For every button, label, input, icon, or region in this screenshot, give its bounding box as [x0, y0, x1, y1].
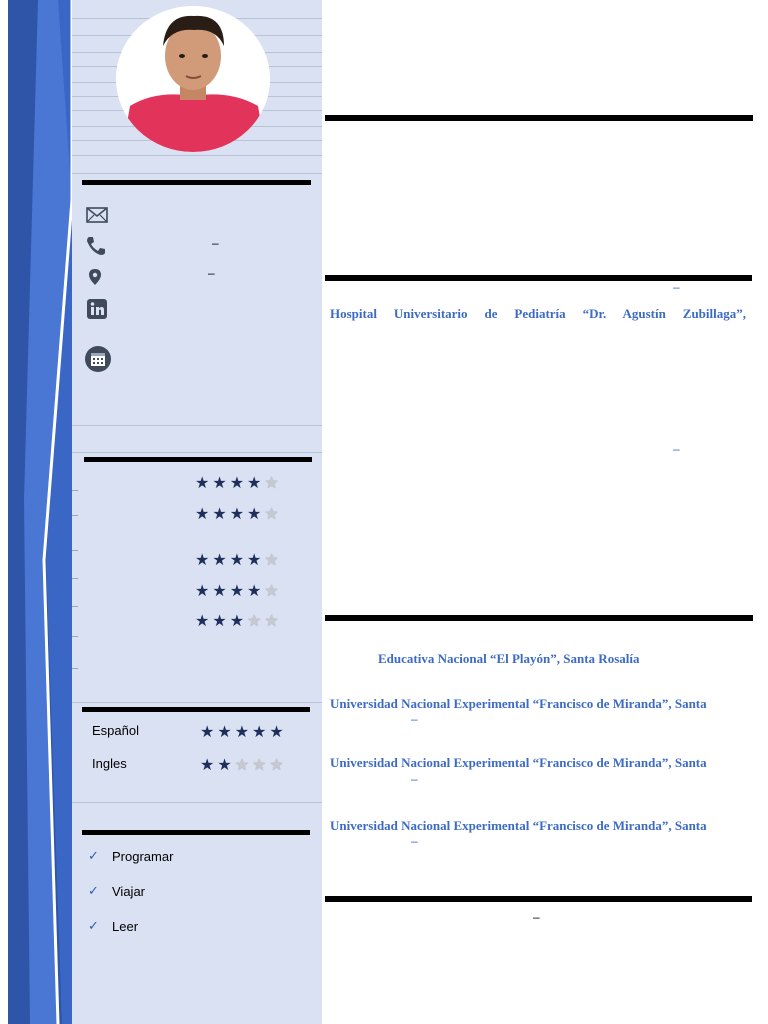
star-filled-icon: ★ — [229, 613, 245, 630]
star-filled-icon: ★ — [200, 724, 215, 741]
star-empty-icon: ★ — [234, 757, 250, 774]
star-filled-icon: ★ — [229, 583, 245, 600]
star-empty-icon: ★ — [264, 583, 279, 600]
star-filled-icon: ★ — [229, 475, 245, 492]
check-icon: ✓ — [88, 848, 99, 863]
hobby-item: Viajar — [112, 884, 146, 899]
star-filled-icon: ★ — [252, 724, 267, 741]
star-empty-icon: ★ — [269, 757, 284, 774]
star-empty-icon: ★ — [264, 506, 279, 523]
hobbies-section-divider — [82, 830, 310, 835]
education-dash: – — [411, 772, 418, 786]
star-filled-icon: ★ — [247, 583, 262, 600]
star-filled-icon: ★ — [212, 475, 227, 492]
final-dash: – — [533, 910, 540, 924]
education-institution: Educativa Nacional “El Playón”, Santa Rosalía — [378, 651, 640, 666]
experience-section-divider — [325, 275, 752, 281]
profile-photo — [116, 6, 270, 152]
hobby-item: Programar — [112, 849, 174, 864]
star-filled-icon: ★ — [217, 757, 232, 774]
star-filled-icon: ★ — [195, 506, 210, 523]
star-filled-icon: ★ — [247, 475, 262, 492]
star-empty-icon: ★ — [247, 613, 262, 630]
star-filled-icon: ★ — [200, 757, 215, 774]
star-filled-icon: ★ — [195, 475, 210, 492]
experience-dash: – — [673, 280, 680, 294]
hobby-item: Leer — [112, 919, 139, 934]
star-filled-icon: ★ — [195, 583, 210, 600]
star-empty-icon: ★ — [264, 475, 279, 492]
experience-employer: Hospital Universitario de Pediatría “Dr. Agustín Zubillaga”, — [330, 306, 746, 321]
skill-rating — [195, 584, 279, 600]
left-ribbon-decoration — [0, 0, 80, 1024]
star-filled-icon: ★ — [229, 552, 245, 569]
mail-icon — [86, 206, 108, 228]
star-filled-icon: ★ — [212, 613, 227, 630]
education-section-divider — [325, 615, 753, 621]
education-dash: – — [411, 834, 418, 848]
star-filled-icon: ★ — [229, 506, 245, 523]
language-label: Español — [92, 723, 139, 738]
skill-rating — [195, 476, 279, 492]
calendar-icon — [84, 345, 112, 373]
star-filled-icon: ★ — [247, 552, 262, 569]
check-icon: ✓ — [88, 883, 99, 898]
star-filled-icon: ★ — [234, 724, 250, 741]
education-dash: – — [411, 712, 418, 726]
education-institution: Universidad Nacional Experimental “Francisco de Miranda”, Santa — [330, 696, 707, 711]
linkedin-icon[interactable] — [87, 299, 109, 321]
star-filled-icon: ★ — [217, 724, 232, 741]
skill-rating — [195, 553, 279, 569]
phone-dash: – — [212, 236, 219, 250]
final-section-divider — [325, 896, 752, 902]
location-dash: – — [208, 266, 215, 280]
star-filled-icon: ★ — [269, 724, 284, 741]
language-rating — [200, 725, 284, 741]
star-filled-icon: ★ — [212, 506, 227, 523]
language-label: Ingles — [92, 756, 127, 771]
star-filled-icon: ★ — [195, 613, 210, 630]
star-empty-icon: ★ — [252, 757, 267, 774]
profile-section-divider — [325, 115, 753, 121]
skills-section-divider — [84, 457, 312, 462]
star-filled-icon: ★ — [212, 583, 227, 600]
star-filled-icon: ★ — [195, 552, 210, 569]
experience-dash: – — [673, 442, 680, 456]
languages-section-divider — [82, 707, 310, 712]
check-icon: ✓ — [88, 918, 99, 933]
skill-rating — [195, 614, 279, 630]
star-empty-icon: ★ — [264, 552, 279, 569]
education-institution: Universidad Nacional Experimental “Francisco de Miranda”, Santa — [330, 755, 707, 770]
star-empty-icon: ★ — [264, 613, 279, 630]
star-filled-icon: ★ — [212, 552, 227, 569]
education-institution: Universidad Nacional Experimental “Francisco de Miranda”, Santa — [330, 818, 707, 833]
star-filled-icon: ★ — [247, 506, 262, 523]
skill-rating — [195, 507, 279, 523]
phone-icon — [86, 236, 108, 258]
language-rating — [200, 758, 284, 774]
location-pin-icon — [88, 268, 110, 290]
contact-section-divider — [82, 180, 311, 185]
